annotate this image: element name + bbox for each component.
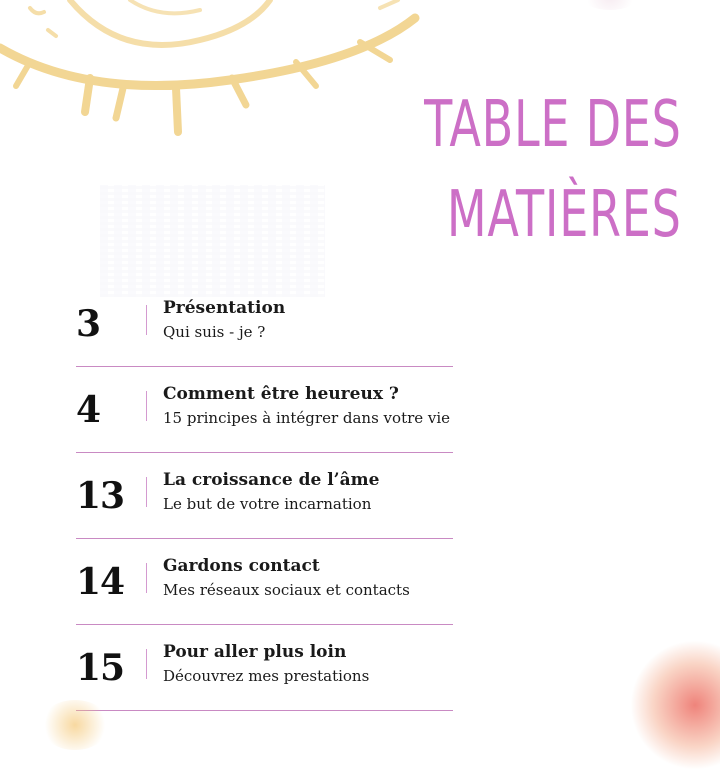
toc-entry[interactable] [76,281,453,367]
entry-heading: Comment être heureux ? [163,384,399,404]
entry-heading: Pour aller plus loin [163,642,347,662]
watercolor-splash-bottom-left [40,700,110,750]
table-of-contents [76,281,453,711]
entry-heading: Gardons contact [163,556,320,576]
toc-entry[interactable] [76,625,453,711]
title-line-1: TABLE DES [424,88,682,162]
entry-heading: Présentation [163,298,286,318]
page-number: 15 [76,647,125,689]
entry-subtitle: Découvrez mes prestations [163,667,370,685]
entry-subtitle: 15 principes à intégrer dans votre vie [163,409,451,427]
entry-subtitle: Mes réseaux sociaux et contacts [163,581,410,599]
page-number: 4 [76,389,101,431]
entry-subtitle: Le but de votre incarnation [163,495,372,513]
entry-separator [146,391,147,421]
entry-separator [146,649,147,679]
watercolor-splash-bottom-right [630,640,720,770]
watercolor-splash-top [580,0,640,10]
page-number: 3 [76,303,101,345]
toc-entry[interactable] [76,539,453,625]
page-title [425,80,682,260]
entry-separator [146,305,147,335]
toc-entry[interactable] [76,367,453,453]
toc-entry[interactable] [76,453,453,539]
entry-heading: La croissance de l’âme [163,470,380,490]
entry-separator [146,563,147,593]
entry-subtitle: Qui suis - je ? [163,323,266,341]
title-line-2: MATIÈRES [447,178,682,252]
page-number: 13 [76,475,125,517]
page-number: 14 [76,561,125,603]
entry-separator [146,477,147,507]
